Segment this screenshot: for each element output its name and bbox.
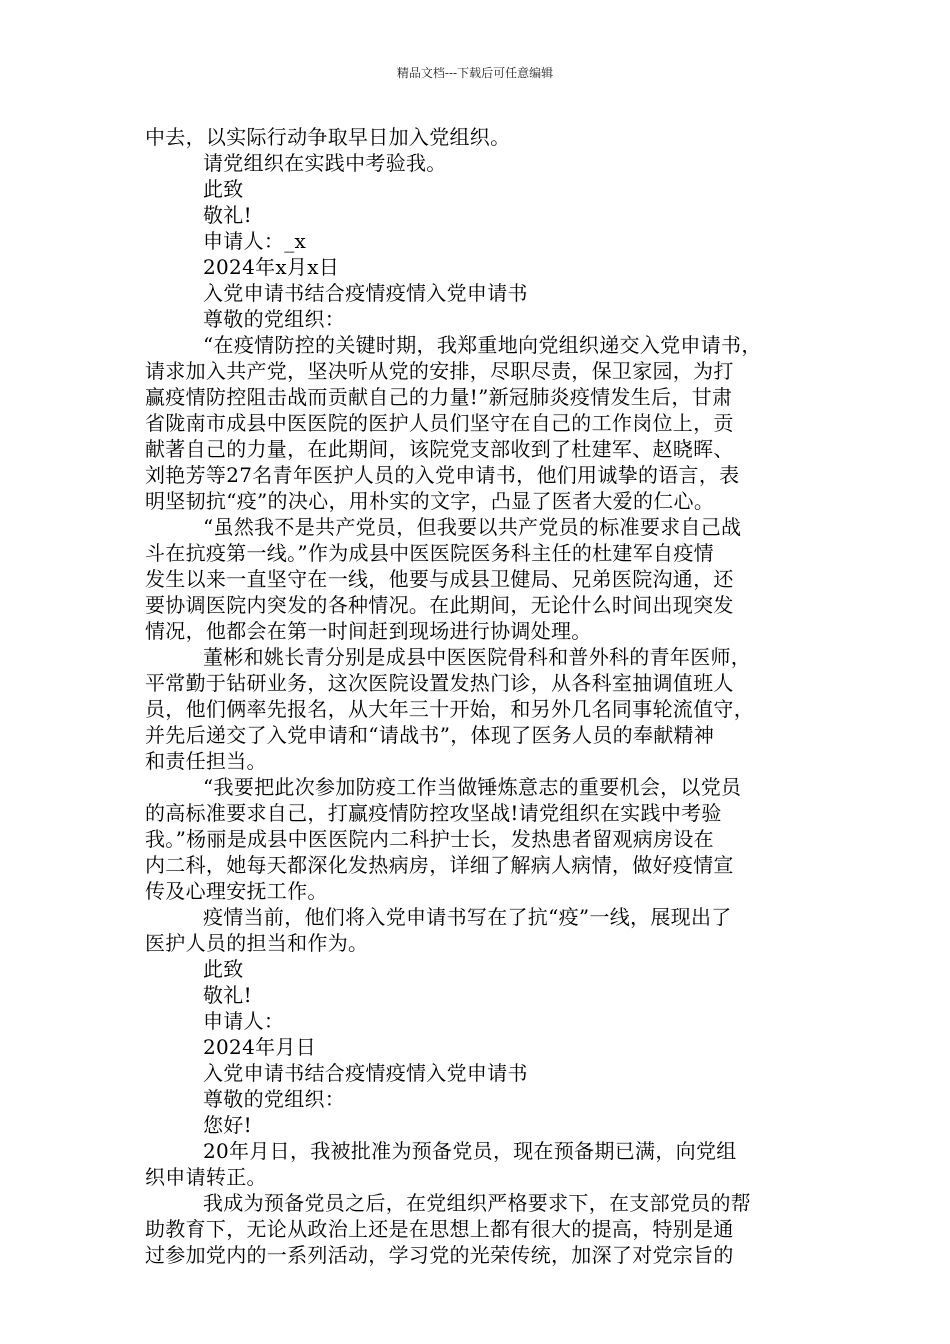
text-line: 员，他们俩率先报名，从大年三十开始，和另外几名同事轮流值守， [145, 697, 754, 721]
text-line: 医护人员的担当和作为。 [145, 931, 369, 955]
text-line: “虽然我不是共产党员，但我要以共产党员的标准要求自己战 [203, 515, 742, 539]
text-line: 入党申请书结合疫情疫情入党申请书 [203, 1061, 528, 1085]
text-line: 赢疫情防控阻击战而贡献自己的力量!”新冠肺炎疫情发生后，甘肃 [145, 385, 733, 409]
text-line: 传及心理安抚工作。 [145, 879, 328, 903]
text-line: 发生以来一直坚守在一线，他要与成县卫健局、兄弟医院沟通，还 [145, 567, 734, 591]
text-line: 并先后递交了入党申请和“请战书”，体现了医务人员的奉献精神 [145, 723, 715, 747]
text-line: 织申请转正。 [145, 1165, 267, 1189]
text-line: 的高标准要求自己，打赢疫情防控攻坚战!请党组织在实践中考验 [145, 801, 722, 825]
text-line: 我。”杨丽是成县中医医院内二科护士长，发热患者留观病房设在 [145, 827, 714, 851]
text-line: 尊敬的党组织： [203, 307, 346, 331]
text-line: 请党组织在实践中考验我。 [203, 151, 447, 175]
text-line: 我成为预备党员之后，在党组织严格要求下，在支部党员的帮 [203, 1191, 752, 1215]
text-line: 明坚韧抗“疫”的决心，用朴实的文字，凸显了医者大爱的仁心。 [145, 489, 715, 513]
text-line: 情况，他都会在第一时间赶到现场进行协调处理。 [145, 619, 592, 643]
text-line: 申请人： [203, 1009, 285, 1033]
text-line: “在疫情防控的关键时期，我郑重地向党组织递交入党申请书， [203, 333, 762, 357]
text-line: 省陇南市成县中医医院的医护人员们坚守在自己的工作岗位上，贡 [145, 411, 734, 435]
text-line: 献著自己的力量，在此期间，该院党支部收到了杜建军、赵晓晖、 [145, 437, 734, 461]
text-line: 疫情当前，他们将入党申请书写在了抗“疫”一线，展现出了 [203, 905, 732, 929]
text-line: 刘艳芳等27名青年医护人员的入党申请书，他们用诚挚的语言，表 [145, 463, 740, 487]
text-line: 请求加入共产党，坚决听从党的安排，尽职尽责，保卫家园，为打 [145, 359, 734, 383]
text-line: 平常勤于钻研业务，这次医院设置发热门诊，从各科室抽调值班人 [145, 671, 734, 695]
text-line: 此致 [203, 177, 244, 201]
text-line: 董彬和姚长青分别是成县中医医院骨科和普外科的青年医师， [203, 645, 752, 669]
text-line: 要协调医院内突发的各种情况。在此期间，无论什么时间出现突发 [145, 593, 734, 617]
page-header: 精品文档---下载后可任意编辑 [396, 66, 554, 80]
text-line: 敬礼! [203, 203, 252, 227]
text-line: 和责任担当。 [145, 749, 267, 773]
text-line: 20年月日，我被批准为预备党员，现在预备期已满，向党组 [203, 1139, 737, 1163]
text-line: 入党申请书结合疫情疫情入党申请书 [203, 281, 528, 305]
text-line: 中去，以实际行动争取早日加入党组织。 [145, 125, 511, 149]
text-line: 敬礼! [203, 983, 252, 1007]
document-body [145, 124, 815, 1268]
text-line: “我要把此次参加防疫工作当做锤炼意志的重要机会，以党员 [203, 775, 742, 799]
text-line: 内二科，她每天都深化发热病房，详细了解病人病情，做好疫情宣 [145, 853, 734, 877]
text-line: 助教育下，无论从政治上还是在思想上都有很大的提高，特别是通 [145, 1217, 734, 1241]
text-line: 斗在抗疫第一线。”作为成县中医医院医务科主任的杜建军自疫情 [145, 541, 714, 565]
text-line: 尊敬的党组织： [203, 1087, 346, 1111]
text-line: 此致 [203, 957, 244, 981]
text-line: 申请人：_x [203, 229, 307, 253]
text-line: 您好! [203, 1113, 252, 1137]
text-line: 2024年月日 [203, 1035, 316, 1059]
text-line: 2024年x月x日 [203, 255, 340, 279]
text-line: 过参加党内的一系列活动，学习党的光荣传统，加深了对党宗旨的 [145, 1243, 734, 1267]
